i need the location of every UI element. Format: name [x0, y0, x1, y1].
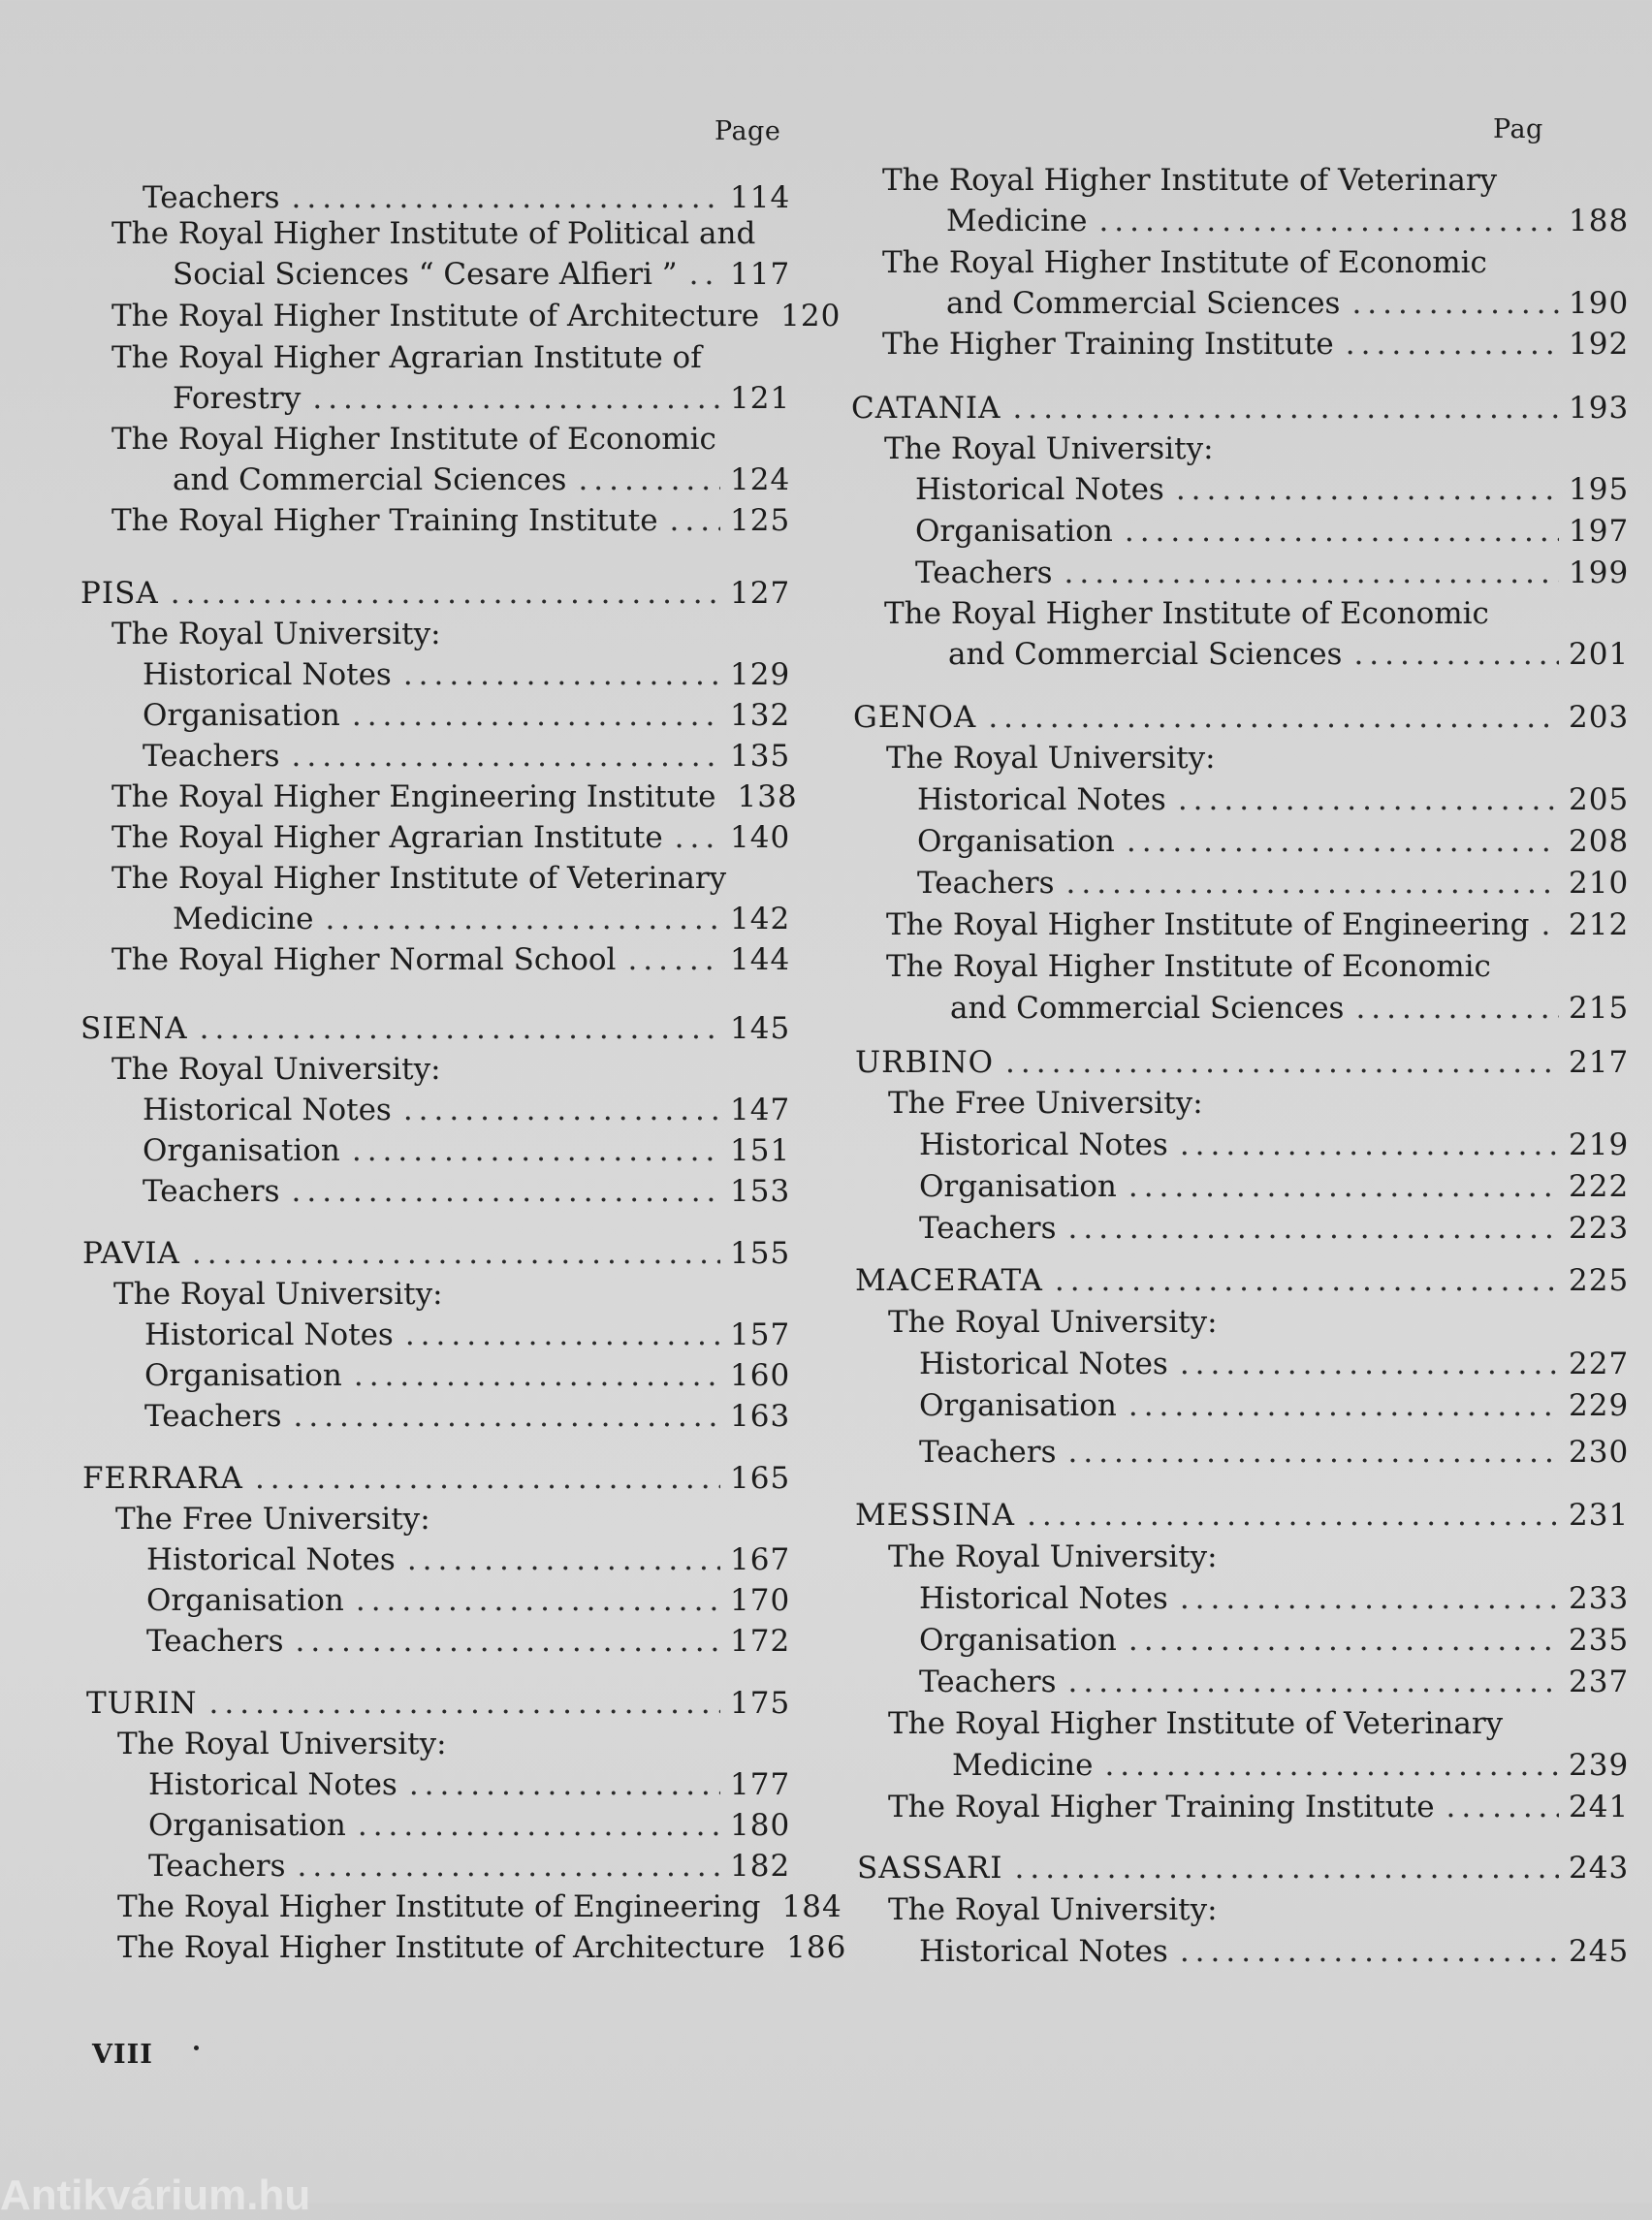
- toc-page-number: 144: [730, 942, 791, 977]
- university-heading: The Royal University:: [111, 1052, 441, 1087]
- toc-label: The Royal Higher Training Institute: [888, 1790, 1435, 1824]
- leader-dots: [1066, 863, 1560, 904]
- toc-label: The Royal Higher Engineering Institute: [111, 779, 716, 814]
- toc-entry[interactable]: [143, 1171, 791, 1212]
- toc-label: Organisation: [148, 1808, 346, 1843]
- leader-dots: [1353, 634, 1559, 675]
- toc-entry[interactable]: [173, 460, 791, 500]
- toc-city-entry[interactable]: [82, 1458, 791, 1499]
- toc-entry[interactable]: [917, 863, 1630, 904]
- toc-page-number: 239: [1569, 1748, 1630, 1783]
- toc-label: Historical Notes: [915, 472, 1164, 507]
- leader-dots: [627, 939, 720, 980]
- toc-page-number: 203: [1569, 700, 1630, 735]
- toc-label: Historical Notes: [919, 1347, 1168, 1381]
- toc-entry[interactable]: [111, 939, 791, 980]
- toc-page-number: 135: [730, 739, 791, 774]
- toc-label: The Royal Higher Normal School: [111, 942, 617, 977]
- toc-label: Historical Notes: [144, 1317, 394, 1352]
- toc-entry-line: The Royal Higher Institute of Economic: [886, 949, 1491, 984]
- toc-label: The Royal Higher Institute of Engineering: [886, 907, 1530, 942]
- leader-dots: [1068, 1208, 1560, 1249]
- toc-label: Historical Notes: [919, 1581, 1168, 1616]
- leader-dots: [1055, 1260, 1559, 1301]
- leader-dots: [988, 697, 1559, 738]
- toc-page-number: 208: [1569, 824, 1630, 859]
- toc-label: Organisation: [919, 1169, 1117, 1204]
- city-label: FERRARA: [82, 1461, 243, 1496]
- leader-dots: [1098, 201, 1559, 241]
- toc-entry[interactable]: [173, 254, 791, 295]
- toc-page-number: 227: [1569, 1347, 1630, 1381]
- leader-dots: [1351, 283, 1559, 324]
- toc-entry[interactable]: [888, 1787, 1630, 1827]
- leader-dots: [1180, 1125, 1559, 1165]
- university-heading: The Royal University:: [117, 1727, 447, 1761]
- leader-dots: [296, 1621, 721, 1662]
- toc-label: Medicine: [946, 204, 1088, 238]
- toc-label: Teachers: [146, 1624, 284, 1659]
- toc-page-number: 180: [730, 1808, 791, 1843]
- leader-dots: [209, 1683, 720, 1724]
- city-label: MACERATA: [855, 1263, 1043, 1298]
- toc-label: and Commercial Sciences: [173, 462, 567, 497]
- toc-entry-line: [111, 337, 713, 378]
- toc-label: Teachers: [919, 1435, 1057, 1470]
- toc-page-number: 175: [730, 1686, 791, 1721]
- toc-entry[interactable]: [915, 511, 1630, 552]
- toc-entry[interactable]: [886, 904, 1630, 945]
- toc-entry[interactable]: [117, 1887, 842, 1927]
- toc-entry-line: The Royal Higher Institute of Veterinary: [882, 163, 1498, 198]
- toc-label: Historical Notes: [146, 1542, 396, 1577]
- toc-entry[interactable]: [917, 821, 1630, 862]
- toc-entry[interactable]: [144, 1396, 791, 1437]
- toc-page-number: 229: [1569, 1388, 1630, 1423]
- toc-entry[interactable]: [146, 1580, 791, 1621]
- toc-label: The Royal Higher Agrarian Institute: [111, 820, 663, 855]
- leader-dots: [292, 1171, 721, 1212]
- leader-dots: [1180, 1578, 1559, 1619]
- leader-dots: [689, 254, 720, 295]
- toc-entry[interactable]: [143, 654, 791, 695]
- leader-dots: [405, 1315, 720, 1355]
- toc-entry[interactable]: [919, 1125, 1630, 1165]
- toc-label: Teachers: [143, 180, 280, 215]
- toc-label: Teachers: [143, 739, 280, 774]
- toc-page-number: 121: [730, 381, 791, 416]
- leader-dots: [1104, 1745, 1559, 1786]
- leader-dots: [1064, 553, 1560, 593]
- leader-dots: [1180, 1931, 1559, 1972]
- toc-label: Organisation: [144, 1358, 342, 1393]
- toc-page-number: 127: [730, 576, 791, 611]
- toc-entry-line: [111, 419, 716, 460]
- city-label: SIENA: [80, 1011, 188, 1046]
- toc-page-number: 145: [730, 1011, 791, 1046]
- toc-page-number: 215: [1569, 991, 1630, 1026]
- toc-entry[interactable]: [919, 1931, 1630, 1972]
- toc-page-number: 140: [730, 820, 791, 855]
- toc-page-number: 124: [730, 462, 791, 497]
- toc-page-number: 167: [730, 1542, 791, 1577]
- toc-entry-line: The Royal Higher Institute of Economic: [884, 596, 1489, 631]
- toc-label: Organisation: [143, 698, 340, 733]
- leader-dots: [1068, 1662, 1560, 1702]
- toc-page-number: 151: [730, 1133, 791, 1168]
- leader-dots: [312, 378, 720, 419]
- leader-dots: [1125, 511, 1559, 552]
- leader-dots: [403, 1090, 720, 1130]
- toc-page-number: 233: [1569, 1581, 1630, 1616]
- toc-entry[interactable]: [919, 1385, 1630, 1426]
- city-label: SASSARI: [857, 1851, 1003, 1886]
- toc-entry[interactable]: [111, 500, 791, 541]
- toc-entry[interactable]: [173, 899, 791, 939]
- toc-entry[interactable]: [117, 1927, 847, 1968]
- toc-entry[interactable]: [146, 1621, 791, 1662]
- university-heading: The Royal University:: [111, 617, 441, 651]
- leader-dots: [1015, 1848, 1559, 1888]
- toc-entry[interactable]: [143, 695, 791, 736]
- leader-dots: [255, 1458, 720, 1499]
- toc-page-number: 195: [1569, 472, 1630, 507]
- page-column-header: Page: [715, 116, 781, 146]
- toc-label: Organisation: [919, 1388, 1117, 1423]
- leader-dots: [1128, 1620, 1559, 1661]
- toc-page-number: 147: [730, 1093, 791, 1127]
- toc-city-entry[interactable]: [80, 1008, 791, 1049]
- toc-city-entry[interactable]: [851, 388, 1630, 428]
- toc-entry[interactable]: [143, 1130, 791, 1171]
- leader-dots: [192, 1233, 720, 1274]
- toc-entry-line: [111, 213, 756, 254]
- toc-city-entry[interactable]: [82, 1233, 791, 1274]
- toc-page-number: 231: [1569, 1498, 1630, 1533]
- university-heading: The Royal University:: [888, 1305, 1218, 1340]
- leader-dots: [358, 1805, 720, 1846]
- toc-entry[interactable]: [919, 1620, 1630, 1661]
- toc-label: Medicine: [173, 902, 314, 936]
- toc-entry[interactable]: [143, 736, 791, 777]
- toc-entry[interactable]: [144, 1315, 791, 1355]
- toc-label: The Royal Higher Training Institute: [111, 503, 658, 538]
- toc-page-number: 217: [1569, 1045, 1630, 1080]
- toc-label: The Royal Higher Institute of Architecture: [111, 299, 760, 333]
- leader-dots: [407, 1539, 720, 1580]
- leader-dots: [1541, 904, 1559, 945]
- toc-entry[interactable]: [919, 1208, 1630, 1249]
- toc-entry[interactable]: [952, 1745, 1630, 1786]
- toc-entry[interactable]: [144, 1355, 791, 1396]
- leader-dots: [1127, 821, 1559, 862]
- leader-dots: [1346, 324, 1559, 365]
- leader-dots: [298, 1846, 721, 1887]
- leader-dots: [200, 1008, 720, 1049]
- leader-dots: [354, 1355, 720, 1396]
- toc-label: Medicine: [952, 1748, 1094, 1783]
- toc-label: The Higher Training Institute: [882, 327, 1334, 362]
- toc-page-number: 235: [1569, 1623, 1630, 1658]
- leader-dots: [403, 654, 720, 695]
- toc-label: Historical Notes: [919, 1934, 1168, 1969]
- leader-dots: [1355, 988, 1559, 1029]
- toc-page-number: 163: [730, 1399, 791, 1434]
- leader-dots: [1446, 1787, 1559, 1827]
- toc-label: Organisation: [919, 1623, 1117, 1658]
- leader-dots: [352, 1130, 720, 1171]
- toc-city-entry[interactable]: [857, 1848, 1630, 1888]
- toc-page-number: 199: [1569, 555, 1630, 590]
- leader-dots: [578, 460, 720, 500]
- toc-entry[interactable]: [919, 1432, 1630, 1473]
- city-label: GENOA: [853, 700, 977, 735]
- university-heading: The Royal University:: [113, 1277, 443, 1312]
- leader-dots: [1176, 469, 1559, 510]
- toc-label: Social Sciences “ Cesare Alfieri ”: [173, 257, 678, 292]
- university-heading: The Royal University:: [888, 1539, 1218, 1574]
- leader-dots: [1013, 388, 1559, 428]
- leader-dots: [1005, 1042, 1559, 1083]
- leader-dots: [292, 736, 721, 777]
- toc-page-number: 155: [730, 1236, 791, 1271]
- toc-city-entry[interactable]: [855, 1495, 1630, 1536]
- toc-entry[interactable]: [946, 283, 1630, 324]
- toc-page-number: 222: [1569, 1169, 1630, 1204]
- city-label: MESSINA: [855, 1498, 1016, 1533]
- toc-page-number: 201: [1569, 637, 1630, 672]
- leader-dots: [1128, 1166, 1559, 1207]
- toc-label: Organisation: [146, 1583, 344, 1618]
- toc-label: Teachers: [915, 555, 1053, 590]
- toc-entry[interactable]: [143, 177, 791, 218]
- toc-page-number: 230: [1569, 1435, 1630, 1470]
- toc-label: The Royal Higher Institute of Architecture: [117, 1930, 766, 1965]
- toc-label: and Commercial Sciences: [946, 286, 1341, 321]
- leader-dots: [352, 695, 720, 736]
- leader-dots: [325, 899, 720, 939]
- toc-page-number: 212: [1569, 907, 1630, 942]
- university-heading: The Royal University:: [886, 741, 1216, 776]
- toc-entry[interactable]: [143, 1090, 791, 1130]
- page-folio: VIII: [92, 2040, 153, 2070]
- toc-page-number: 197: [1569, 514, 1630, 549]
- toc-entry[interactable]: [917, 779, 1630, 820]
- toc-page-number: 172: [730, 1624, 791, 1659]
- toc-page-number: 243: [1569, 1851, 1630, 1886]
- toc-city-entry[interactable]: [855, 1260, 1630, 1301]
- toc-page-number: 184: [781, 1889, 842, 1924]
- toc-page-number: 241: [1569, 1790, 1630, 1824]
- toc-label: Historical Notes: [143, 657, 392, 692]
- toc-entry-line: The Royal Higher Institute of Veterinary: [111, 861, 727, 896]
- toc-page-number: 153: [730, 1174, 791, 1209]
- leader-dots: [356, 1580, 720, 1621]
- toc-entry[interactable]: [146, 1539, 791, 1580]
- toc-label: Organisation: [915, 514, 1113, 549]
- toc-page-number: 182: [730, 1849, 791, 1884]
- toc-page-number: 225: [1569, 1263, 1630, 1298]
- toc-label: The Royal Higher Institute of Economic: [111, 422, 716, 457]
- toc-page-number: 210: [1569, 866, 1630, 901]
- toc-entry[interactable]: [948, 634, 1630, 675]
- toc-page-number: 223: [1569, 1211, 1630, 1246]
- toc-city-entry[interactable]: [86, 1683, 791, 1724]
- leader-dots: [1178, 779, 1559, 820]
- toc-page-number: 237: [1569, 1665, 1630, 1699]
- toc-label: Organisation: [143, 1133, 340, 1168]
- toc-entry[interactable]: [111, 296, 842, 336]
- toc-label: Teachers: [919, 1665, 1057, 1699]
- toc-entry[interactable]: [946, 201, 1630, 241]
- university-heading: The Free University:: [888, 1086, 1203, 1121]
- toc-label: Teachers: [144, 1399, 282, 1434]
- university-heading: The Free University:: [115, 1502, 430, 1537]
- toc-page-number: 142: [730, 902, 791, 936]
- toc-page-number: 125: [730, 503, 791, 538]
- leader-dots: [675, 817, 720, 858]
- toc-label: Organisation: [917, 824, 1115, 859]
- leader-dots: [1027, 1495, 1559, 1536]
- page-column-header: Pag: [1493, 114, 1543, 144]
- toc-page-number: 138: [737, 779, 798, 814]
- toc-label: Teachers: [917, 866, 1055, 901]
- toc-page-number: 160: [730, 1358, 791, 1393]
- toc-label: and Commercial Sciences: [950, 991, 1345, 1026]
- university-heading: The Royal University:: [884, 431, 1214, 466]
- university-heading: The Royal University:: [888, 1892, 1218, 1927]
- toc-entry[interactable]: [915, 553, 1630, 593]
- toc-entry[interactable]: [148, 1805, 791, 1846]
- city-label: PAVIA: [82, 1236, 180, 1271]
- toc-page-number: 129: [730, 657, 791, 692]
- city-label: CATANIA: [851, 391, 1001, 426]
- toc-page-number: 114: [730, 180, 791, 215]
- toc-entry[interactable]: [111, 777, 798, 817]
- toc-page-number: 165: [730, 1461, 791, 1496]
- toc-entry[interactable]: [919, 1166, 1630, 1207]
- toc-label: The Royal Higher Agrarian Institute of: [111, 340, 702, 375]
- toc-entry[interactable]: [173, 378, 791, 419]
- toc-city-entry[interactable]: [80, 573, 791, 614]
- leader-dots: [171, 573, 720, 614]
- toc-label: The Royal Higher Institute of Engineering: [117, 1889, 761, 1924]
- toc-page-number: 120: [780, 299, 842, 333]
- leader-dots: [409, 1764, 720, 1805]
- toc-page-number: 245: [1569, 1934, 1630, 1969]
- toc-entry[interactable]: [882, 324, 1630, 365]
- toc-page-number: 186: [786, 1930, 847, 1965]
- toc-entry[interactable]: [148, 1764, 791, 1805]
- leader-dots: [1180, 1344, 1559, 1384]
- toc-label: Teachers: [143, 1174, 280, 1209]
- toc-entry[interactable]: [919, 1662, 1630, 1702]
- toc-label: Historical Notes: [143, 1093, 392, 1127]
- toc-label: Historical Notes: [917, 782, 1166, 817]
- toc-entry[interactable]: [950, 988, 1630, 1029]
- toc-city-entry[interactable]: [855, 1042, 1630, 1083]
- toc-page-number: 192: [1569, 327, 1630, 362]
- city-label: PISA: [80, 576, 159, 611]
- toc-label: The Royal Higher Institute of Political and: [111, 216, 756, 251]
- toc-page-number: 188: [1569, 204, 1630, 238]
- toc-label: Teachers: [148, 1849, 286, 1884]
- toc-entry-line: The Royal Higher Institute of Economic: [882, 245, 1487, 280]
- toc-page-number: 157: [730, 1317, 791, 1352]
- toc-label: Forestry: [173, 381, 302, 416]
- toc-label: Historical Notes: [919, 1127, 1168, 1162]
- toc-page-number: 170: [730, 1583, 791, 1618]
- toc-page-number: 205: [1569, 782, 1630, 817]
- toc-entry[interactable]: [919, 1344, 1630, 1384]
- toc-entry[interactable]: [148, 1846, 791, 1887]
- city-label: TURIN: [86, 1686, 198, 1721]
- toc-entry[interactable]: [915, 469, 1630, 510]
- folio-bullet: [194, 2046, 199, 2050]
- leader-dots: [294, 1396, 721, 1437]
- toc-page-number: 132: [730, 698, 791, 733]
- toc-city-entry[interactable]: [853, 697, 1630, 738]
- toc-page-number: 219: [1569, 1127, 1630, 1162]
- leader-dots: [1068, 1432, 1560, 1473]
- toc-entry[interactable]: [919, 1578, 1630, 1619]
- toc-label: Historical Notes: [148, 1767, 397, 1802]
- toc-label: Teachers: [919, 1211, 1057, 1246]
- city-label: URBINO: [855, 1045, 995, 1080]
- toc-page-number: 177: [730, 1767, 791, 1802]
- toc-page-number: 193: [1569, 391, 1630, 426]
- leader-dots: [670, 500, 720, 541]
- leader-dots: [1128, 1385, 1559, 1426]
- watermark: Antikvárium.hu: [0, 2172, 311, 2219]
- toc-page-number: 117: [730, 257, 791, 292]
- toc-entry-line: The Royal Higher Institute of Veterinary: [888, 1706, 1504, 1741]
- toc-page-number: 190: [1569, 286, 1630, 321]
- toc-entry[interactable]: [111, 817, 791, 858]
- toc-label: and Commercial Sciences: [948, 637, 1343, 672]
- leader-dots: [292, 177, 721, 218]
